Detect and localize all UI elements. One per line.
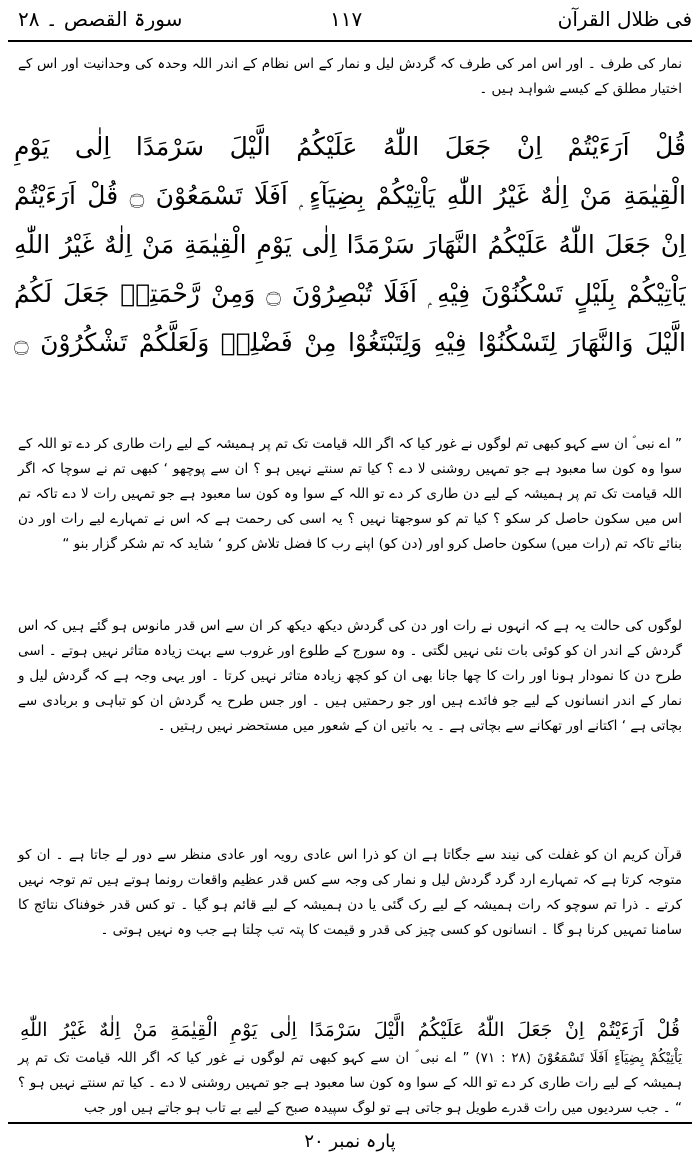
commentary-paragraph: قرآن کریم ان کو غفلت کی نیند سے جگاتا ہے ان کو ذرا اس عادی رویہ اور عادی منظر سے دور لے جاتا ہے ۔ ان کو متوجہ کرتا ہے کہ تمہارے ارد گرد گردش لیل و نمار کی وجہ سے کس قدر عظیم واقعات رونما ہوتے ہیں تم توجہ نہیں کرتے ۔ ذرا تم سوچو کہ رات ہمیشہ کے لیے رک گئی یا دن ہمیشہ کے لیے قائم ہو گیا ۔ تو کس قدر خوفناک نتائج کا سامنا تمہیں کرنا ہو گا ۔ انسانوں کو کسی چیز کی قدر و قیمت کا پتہ تب چلتا ہے جب وہ نہیں ہوتی ۔ xyxy=(18,847,682,938)
book-title: فی ظلال القرآن xyxy=(557,7,692,31)
page-header xyxy=(0,0,700,40)
verse-line: الْقِيٰمَةِ مَنْ اِلٰهٌ غَيْرُ اللّٰهِ يَاْتِيْكُمْ بِضِيَآءٍ ۭ اَفَلَا تَسْمَعُوْنَ ۝ قُلْ اَرَءَيْتُمْ xyxy=(14,181,686,210)
para-number: پارہ نمبر ۲۰ xyxy=(304,1131,396,1152)
verse-line: الَّيْلَ وَالنَّهَارَ لِتَسْكُنُوْا فِيْهِ وَلِتَبْتَغُوْا مِنْ فَضْلِهٖ وَلَعَلَّكُمْ تَشْكُرُوْنَ ۝ xyxy=(14,328,686,357)
arabic-verses-block xyxy=(14,122,686,367)
final-paragraph: يَاْتِيْكُمْ بِضِيَآءٍ اَفَلَا تَسْمَعُوْنَ (۲۸ : ۷۱) ” اے نبی ؐ ان سے کہو کبھی تم لوگوں نے غور کیا کہ اگر اللہ قیامت تک تم پر ہمیشہ کے لیے رات طاری کر دے تو اللہ کے سوا وہ کون سا معبود ہے جو تمہیں روشنی لا دے ۔ کیا تم سنتے نہیں ہو ؟ “ ۔ جب سردیوں میں رات قدرے طویل ہو جاتی ہے تو لوگ سپیدہ صبح کے لیے بے تاب ہو جاتے ہیں اور جب xyxy=(18,1050,682,1116)
footer-rule xyxy=(8,1122,692,1124)
verse-line: اِنْ جَعَلَ اللّٰهُ عَلَيْكُمُ النَّهَارَ سَرْمَدًا اِلٰى يَوْمِ الْقِيٰمَةِ مَنْ اِلٰهٌ غَيْرُ اللّٰهِ xyxy=(14,230,686,259)
commentary-paragraph: لوگوں کی حالت یہ ہے کہ انہوں نے رات اور دن کی گردش دیکھ دیکھ کر ان سے اس قدر مانوس ہو گئے ہیں کہ اس گردش کے اندر ان کو کوئی بات نئی نہیں لگتی ۔ وہ سورج کے طلوع اور غروب سے بہت زیادہ متاثر نہیں ہوتے ۔ اسی طرح دن کا نمودار ہونا اور رات کا چھا جانا بھی ان کو کچھ زیادہ متاثر نہیں کرتا ۔ اور یہی وجہ ہے کہ گردش لیل و نمار کے اندر انسانوں کے لیے جو فائدے ہیں اور جو رحمتیں ہیں ۔ اور جس طرح یہ گردش ان کو تباہی و بربادی سے بچاتی ہے ‘ اکتانے اور تھکانے سے بچاتی ہے ۔ یہ باتیں ان کے شعور میں مستحضر نہیں رہتیں ۔ xyxy=(18,618,682,734)
header-rule xyxy=(8,40,692,42)
page-number: ۱۱۷ xyxy=(330,7,363,31)
verse-line: يَاْتِيْكُمْ بِلَيْلٍ تَسْكُنُوْنَ فِيْهِ ۭ اَفَلَا تُبْصِرُوْنَ ۝ وَمِنْ رَّحْمَتِهٖ جَعَلَ لَكُمُ xyxy=(14,279,686,308)
surah-title: سورۃ القصص ۔ ۲۸ xyxy=(18,7,183,31)
translation-paragraph: ” اے نبی ؐ ان سے کہو کبھی تم لوگوں نے غور کیا کہ اگر اللہ قیامت تک تم پر ہمیشہ کے لیے رات طاری کر دے تو اللہ کے سوا وہ کون سا معبود ہے جو تمہیں روشنی لا دے ؟ کیا تم سنتے نہیں ہو ؟ ان سے پوچھو ‘ کبھی تم نے سوچا کہ اگر اللہ قیامت تک تم پر ہمیشہ کے لیے دن طاری کر دے تو اللہ کے سوا وہ کون سا معبود ہے جو تمہیں رات لا دے تاکہ تم اس میں سکون حاصل کر سکو ؟ کیا تم کو سوجھتا نہیں ؟ یہ اسی کی رحمت ہے کہ اس نے تمہارے لیے رات اور دن بنائے تاکہ تم (رات میں) سکون حاصل کرو اور (دن کو) اپنے رب کا فضل تلاش کرو ‘ شاید کہ تم شکر گزار بنو “ xyxy=(18,436,682,552)
verse-quote-line: قُلْ اَرَءَيْتُمْ اِنْ جَعَلَ اللّٰهُ عَلَيْكُمُ الَّيْلَ سَرْمَدًا اِلٰى يَوْمِ الْقِيٰمَةِ مَنْ اِلٰهٌ غَيْرُ اللّٰهِ xyxy=(20,1019,680,1041)
intro-paragraph: نمار کی طرف ۔ اور اس امر کی طرف کہ گردش لیل و نمار کے اس نظام کے اندر اللہ وحدہ کی وحدانیت اور اس کے اختیار مطلق کے کیسے شواہد ہیں ۔ xyxy=(18,56,682,97)
verse-line: قُلْ اَرَءَيْتُمْ اِنْ جَعَلَ اللّٰهُ عَلَيْكُمُ الَّيْلَ سَرْمَدًا اِلٰى يَوْمِ xyxy=(14,132,686,161)
